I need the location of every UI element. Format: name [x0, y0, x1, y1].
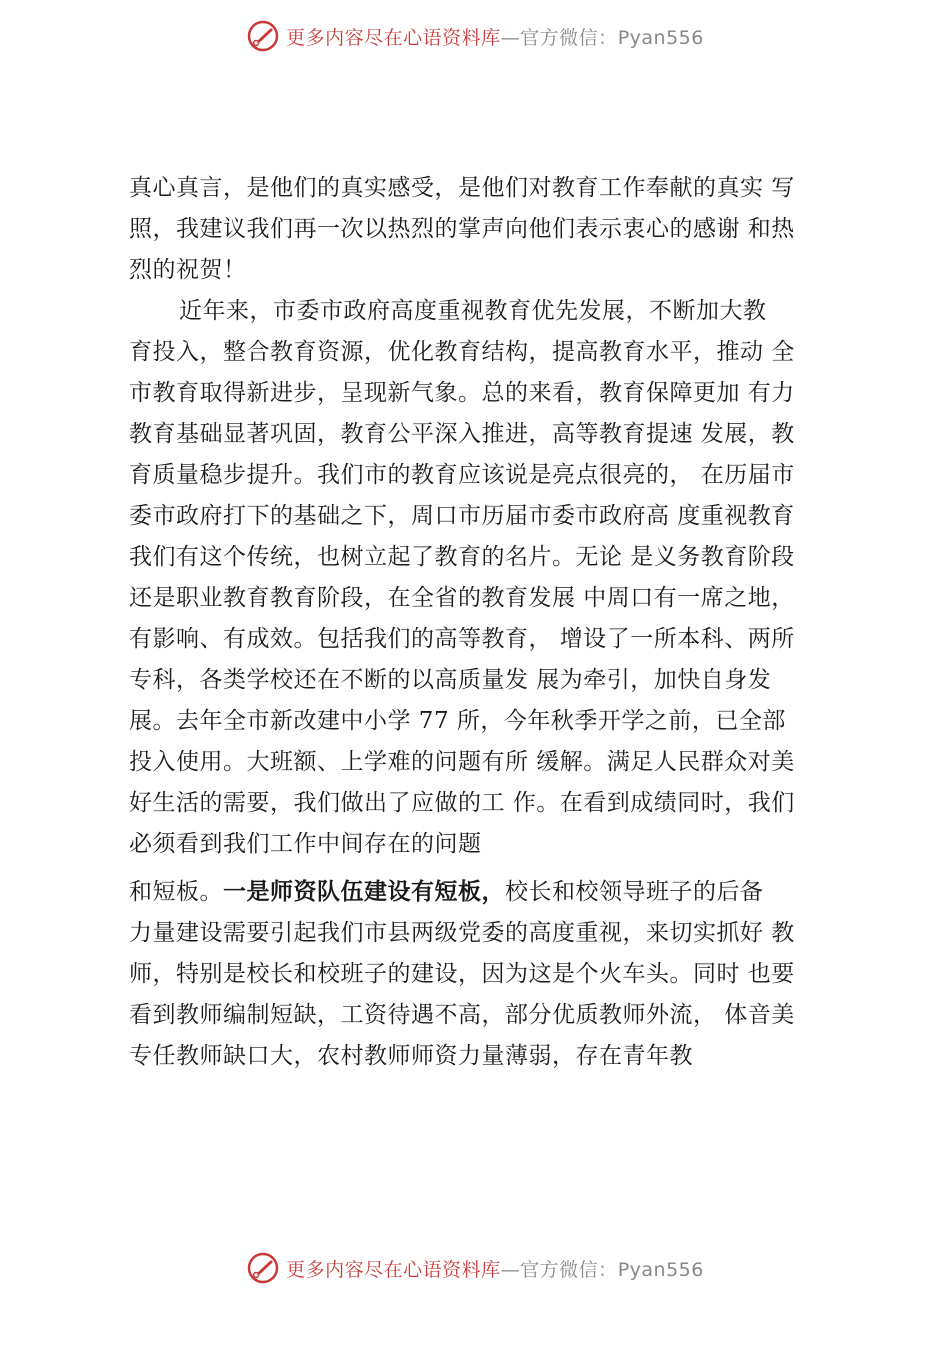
- text-line: 力量建设需要引起我们市县两级党委的高度重视，来切实抓好 教: [129, 920, 795, 946]
- text-line: 好生活的需要，我们做出了应做的工 作。在看到成绩同时，我们: [129, 790, 795, 816]
- text-line: 看到教师编制短缺，工资待遇不高，部分优质教师外流， 体音美: [129, 1002, 795, 1028]
- banner-text: [286, 1255, 704, 1282]
- text-line: 我们有这个传统，也树立起了教育的名片。无论 是义务教育阶段: [129, 544, 795, 570]
- text-line: 烈的祝贺！: [129, 257, 247, 283]
- banner-separator: —: [500, 26, 521, 49]
- paragraph-start-line: 近年来，市委市政府高度重视教育优先发展，不断加大教: [179, 298, 767, 324]
- text-span: 校长和校领导班子的后备: [505, 879, 764, 905]
- banner-wechat-id: Pyan556: [617, 26, 704, 49]
- text-line: 育质量稳步提升。我们市的教育应该说是亮点很亮的， 在历届市: [129, 462, 795, 488]
- text-line: 照，我建议我们再一次以热烈的掌声向他们表示衷心的感谢 和热: [129, 216, 795, 242]
- text-line: 真心真言，是他们的真实感受，是他们对教育工作奉献的真实 写: [129, 175, 795, 201]
- text-line: 投入使用。大班额、上学难的问题有所 缓解。满足人民群众对美: [129, 749, 795, 775]
- text-line: 还是职业教育教育阶段，在全省的教育发展 中周口有一席之地，: [129, 585, 795, 611]
- bold-heading-span: 一是师资队伍建设有短板，: [223, 879, 505, 905]
- banner-main-text: 更多内容尽在心语资料库: [286, 1258, 501, 1281]
- text-line: 教育基础显著巩固，教育公平深入推进，高等教育提速 发展，教: [129, 421, 795, 447]
- text-span: 和短板。: [129, 879, 223, 905]
- header-banner: [0, 16, 950, 56]
- banner-main-text: 更多内容尽在心语资料库: [286, 26, 501, 49]
- text-line: 有影响、有成效。包括我们的高等教育， 增设了一所本科、两所: [129, 626, 795, 652]
- text-line: 师，特别是校长和校班子的建设，因为这是个火车头。同时 也要: [129, 961, 795, 987]
- logo-icon: [246, 19, 280, 53]
- banner-text: [286, 23, 704, 50]
- logo-icon: [246, 1251, 280, 1285]
- banner-wechat-id: Pyan556: [617, 1258, 704, 1281]
- text-line: 必须看到我们工作中间存在的问题: [129, 831, 482, 857]
- text-line: 专任教师缺口大，农村教师师资力量薄弱，存在青年教: [129, 1043, 693, 1069]
- text-line: 专科，各类学校还在不断的以高质量发 展为牵引，加快自身发: [129, 667, 772, 693]
- footer-banner: [0, 1248, 950, 1288]
- text-line: 展。去年全市新改建中小学 77 所，今年秋季开学之前，已全部: [129, 708, 786, 734]
- text-line: 市教育取得新进步，呈现新气象。总的来看，教育保障更加 有力: [129, 380, 795, 406]
- banner-wechat-label: 官方微信：: [520, 1258, 618, 1281]
- text-line: 育投入，整合教育资源，优化教育结构，提高教育水平，推动 全: [129, 339, 795, 365]
- banner-wechat-label: 官方微信：: [520, 26, 618, 49]
- text-line-with-bold: [129, 872, 834, 913]
- document-body: [129, 168, 834, 1077]
- text-line: 委市政府打下的基础之下，周口市历届市委市政府高 度重视教育: [129, 503, 795, 529]
- banner-separator: —: [500, 1258, 521, 1281]
